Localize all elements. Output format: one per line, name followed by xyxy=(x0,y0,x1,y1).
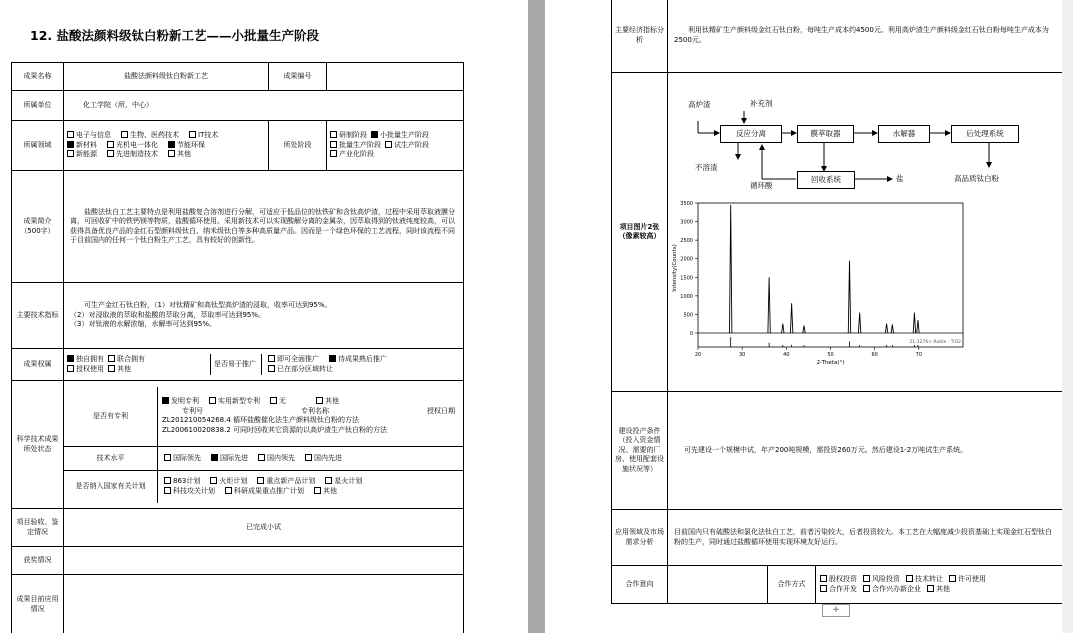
checkbox-level-3[interactable]: 国内先进 xyxy=(305,454,342,463)
checkbox-level-2[interactable]: 国内领先 xyxy=(258,454,295,463)
number-value xyxy=(327,63,464,91)
y-tick-label: 0 xyxy=(689,331,693,337)
checkbox-icon xyxy=(330,141,337,148)
unit-label: 所属单位 xyxy=(12,91,64,121)
tech-label: 主要技术指标 xyxy=(12,283,64,349)
checkbox-stage-4[interactable]: 产业化阶段 xyxy=(330,150,374,159)
plan-label: 是否纳入国家有关计划 xyxy=(64,471,158,503)
patent-row: ZL200610020838.2 可同时回收其它资源的以高炉渣生产钛白粉的方法 xyxy=(162,425,388,434)
checkbox-icon xyxy=(330,150,337,157)
checkbox-checked-icon xyxy=(211,454,218,461)
accept-value: 已完成小试 xyxy=(64,509,464,547)
checkbox-patent-2[interactable]: 无 xyxy=(270,397,286,406)
checkbox-rights-2[interactable]: 授权使用 xyxy=(67,365,104,374)
checkbox-icon xyxy=(863,585,870,592)
checkbox-icon xyxy=(257,477,264,484)
checkbox-stage-0[interactable]: 研制阶段 xyxy=(330,131,367,140)
flow-post-treatment: 后处理系统 xyxy=(951,125,1019,143)
checkbox-field-2[interactable]: IT技术 xyxy=(189,131,218,140)
checkbox-icon xyxy=(325,477,332,484)
checkbox-icon xyxy=(164,487,171,494)
checkbox-checked-icon xyxy=(371,131,378,138)
checkbox-plan-5[interactable]: 科研成果重点推广计划 xyxy=(225,487,304,496)
stage-options xyxy=(327,121,464,171)
section-heading: 12. 盐酸法颜料级钛白粉新工艺——小批量生产阶段 xyxy=(30,28,319,43)
checkbox-plan-0[interactable]: 863计划 xyxy=(164,477,200,486)
coop-label: 合作意向 xyxy=(612,566,668,604)
coop-value xyxy=(668,566,768,604)
application-label: 成果目前应用情况 xyxy=(12,575,64,633)
market-label: 应用领域及市场需求分析 xyxy=(612,510,668,566)
checkbox-icon xyxy=(164,477,171,484)
checkbox-field-8[interactable]: 其他 xyxy=(168,150,191,159)
x-axis-label: 2-Theta(°) xyxy=(816,360,845,365)
checkbox-field-7[interactable]: 先进制造技术 xyxy=(107,150,158,159)
y-tick-label: 3000 xyxy=(680,219,693,226)
plot-frame xyxy=(698,203,963,347)
checkbox-coop-6[interactable]: 其他 xyxy=(927,585,950,594)
econ-label: 主要经济指标分析 xyxy=(612,0,668,73)
checkbox-icon xyxy=(225,487,232,494)
checkbox-icon xyxy=(820,585,827,592)
checkbox-icon xyxy=(209,397,216,404)
checkbox-field-6[interactable]: 新能源 xyxy=(67,150,97,159)
flow-product: 高品质钛白粉 xyxy=(954,174,999,183)
result-table-right xyxy=(611,0,1064,604)
checkbox-stage-2[interactable]: 批量生产阶段 xyxy=(330,141,381,150)
y-axis-label: Intensity(Counts) xyxy=(672,244,678,292)
x-tick-label: 20 xyxy=(694,352,702,358)
checkbox-icon xyxy=(330,131,337,138)
patent-head: 专利号 专利名称 授权日期 xyxy=(182,406,455,415)
checkbox-icon xyxy=(949,575,956,582)
checkbox-field-0[interactable]: 电子与信息 xyxy=(67,131,111,140)
checkbox-icon xyxy=(107,150,114,157)
checkbox-coop-4[interactable]: 合作开发 xyxy=(820,585,857,594)
checkbox-patent-1[interactable]: 实用新型专利 xyxy=(209,397,260,406)
checkbox-icon xyxy=(67,365,74,372)
flow-hydrolysis: 水解器 xyxy=(878,125,930,143)
x-tick-label: 30 xyxy=(738,352,746,358)
rights-row xyxy=(64,349,464,381)
unit-value: 化工学院（所、中心） xyxy=(64,91,464,121)
flow-salt: 盐 xyxy=(896,174,904,183)
checkbox-icon xyxy=(121,131,128,138)
checkbox-transfer-2[interactable]: 已在部分区域转让 xyxy=(268,365,333,374)
checkbox-icon xyxy=(305,454,312,461)
checkbox-icon xyxy=(820,575,827,582)
checkbox-icon xyxy=(314,487,321,494)
checkbox-icon xyxy=(927,585,934,592)
checkbox-plan-6[interactable]: 其他 xyxy=(314,487,337,496)
checkbox-coop-1[interactable]: 风险投资 xyxy=(863,575,900,584)
accept-label: 项目验收、鉴定情况 xyxy=(12,509,64,547)
market-text: 目前国内只有硫酸法和氯化法钛白工艺，前者污染较大，后者投资较大。本工艺在大幅度减少投资基础上实现金红石型钛白粉的生产，同时通过盐酸循环使用实现环境友好运行。 xyxy=(668,510,1064,566)
checkbox-icon xyxy=(385,141,392,148)
x-tick-label: 70 xyxy=(915,352,923,358)
checkbox-icon xyxy=(316,397,323,404)
checkbox-patent-0[interactable]: 发明专利 xyxy=(162,397,199,406)
checkbox-level-0[interactable]: 国际领先 xyxy=(164,454,201,463)
result-table-left xyxy=(11,62,464,633)
checkbox-icon xyxy=(906,575,913,582)
checkbox-checked-icon xyxy=(329,355,336,362)
y-tick-label: 2500 xyxy=(680,238,693,245)
checkbox-icon xyxy=(268,365,275,372)
y-tick-label: 1500 xyxy=(680,275,693,282)
checkbox-field-4[interactable]: 光机电一体化 xyxy=(107,141,158,150)
checkbox-icon xyxy=(189,131,196,138)
checkbox-coop-2[interactable]: 技术转让 xyxy=(906,575,943,584)
stage-label: 所处阶段 xyxy=(269,121,327,171)
checkbox-transfer-0[interactable]: 即可全面推广 xyxy=(268,355,319,364)
application-value xyxy=(64,575,464,633)
flow-extractor: 膜萃取器 xyxy=(797,125,854,143)
y-tick-label: 3500 xyxy=(680,201,693,207)
checkbox-checked-icon xyxy=(67,141,74,148)
checkbox-rights-3[interactable]: 其他 xyxy=(108,365,131,374)
flow-residue: 不溶渣 xyxy=(695,163,718,172)
checkbox-icon xyxy=(108,365,115,372)
checkbox-icon xyxy=(67,150,74,157)
checkbox-checked-icon xyxy=(168,141,175,148)
transfer-label: 是否易于推广 xyxy=(211,354,262,375)
invest-text: 可先建设一个规模中试，年产200吨规模，需投资260万元。然后建设1-2万吨试生产系统。 xyxy=(668,392,1064,510)
field-options xyxy=(64,121,269,171)
document-page-right xyxy=(545,0,1073,633)
award-value xyxy=(64,547,464,575)
flow-recovery: 回收系统 xyxy=(797,171,855,189)
intro-label: 成果简介（500字） xyxy=(12,171,64,283)
name-label: 成果名称 xyxy=(12,63,64,91)
intro-text: 盐酸法钛白工艺主要特点是利用盐酸复合溶剂进行分解，可适应于低品位的钛铁矿和含钛高炉渣，过程中采用萃取液膜分离，可回收矿中的铁钙镁等物质，盐酸循环使用。采用新技术可以实现酸解分离的金属杂，因萃取得到的钛液纯度较高，可以获得具备优良产品的金红石型颜料级钛白、纳米级钛白等多种高质量产品。因而是一个绿色环保的工艺流程，同时该流程不同于目前国内的任何一个钛白粉生产工艺，具有较好的创新性。 xyxy=(64,171,464,283)
checkbox-checked-icon xyxy=(162,397,169,404)
x-tick-label: 60 xyxy=(871,352,878,358)
number-label: 成果编号 xyxy=(269,63,327,91)
flow-recycle-acid: 循环酸 xyxy=(750,181,773,190)
checkbox-level-1[interactable]: 国际先进 xyxy=(211,454,248,463)
pics-label: 项目图片2张（像素较高） xyxy=(612,73,668,392)
y-tick-label: 2000 xyxy=(680,256,693,263)
checkbox-icon xyxy=(258,454,265,461)
checkbox-patent-3[interactable]: 其他 xyxy=(316,397,339,406)
flow-reactor: 反应分离 xyxy=(720,125,782,143)
coop-options xyxy=(816,566,1064,604)
patent-block-label: 科学技术成果所处状态 xyxy=(12,381,64,509)
checkbox-icon xyxy=(863,575,870,582)
tech-indicators: 可生产金红石钛白粉，（1）对钛精矿和高钛型高炉渣的浸取，收率可达到95%。 （2）对浸取液的萃取和盐酸的萃取分离，萃取率可达到95%。 （3）对钛液的水解浓缩，水解率可达到95%。 xyxy=(64,283,464,349)
checkbox-plan-2[interactable]: 重点新产品计划 xyxy=(257,477,315,486)
award-label: 获奖情况 xyxy=(12,547,64,575)
level-label: 技术水平 xyxy=(64,447,158,471)
checkbox-icon xyxy=(168,150,175,157)
checkbox-rights-1[interactable]: 联合拥有 xyxy=(108,355,145,364)
invest-label: 建设投产条件（投入资金情况、需要的厂房、使用配套设施状况等） xyxy=(612,392,668,510)
checkbox-coop-3[interactable]: 许可使用 xyxy=(949,575,986,584)
checkbox-checked-icon xyxy=(67,355,74,362)
y-tick-label: 500 xyxy=(683,312,693,319)
checkbox-plan-3[interactable]: 星火计划 xyxy=(325,477,362,486)
checkbox-plan-4[interactable]: 科技攻关计划 xyxy=(164,487,215,496)
field-label: 所属领域 xyxy=(12,121,64,171)
checkbox-coop-5[interactable]: 合作兴办新企业 xyxy=(863,585,921,594)
flow-supplement: 补充剂 xyxy=(750,99,773,108)
checkbox-transfer-1[interactable]: 待成果熟后推广 xyxy=(329,355,387,364)
checkbox-icon xyxy=(164,454,171,461)
checkbox-stage-1[interactable]: 小批量生产阶段 xyxy=(371,131,429,140)
patent-question: 是否有专利 xyxy=(64,387,158,447)
y-tick-label: 1000 xyxy=(680,293,693,300)
project-pictures xyxy=(668,73,1064,392)
rights-label: 成果权属 xyxy=(12,349,64,381)
checkbox-plan-1[interactable]: 火炬计划 xyxy=(210,477,247,486)
flow-slag-input: 高炉渣 xyxy=(688,100,711,109)
checkbox-field-1[interactable]: 生物、医药技术 xyxy=(121,131,179,140)
checkbox-icon xyxy=(210,477,217,484)
reference-label: 21-1276> Rutile - TiO2 xyxy=(909,340,961,345)
checkbox-icon xyxy=(67,131,74,138)
vertical-scrollbar[interactable] xyxy=(1062,0,1073,633)
checkbox-icon xyxy=(268,355,275,362)
checkbox-rights-0[interactable]: 独自拥有 xyxy=(67,355,104,364)
checkbox-icon xyxy=(270,397,277,404)
checkbox-field-5[interactable]: 节能环保 xyxy=(168,141,205,150)
add-row-button[interactable]: + xyxy=(822,604,850,617)
x-tick-label: 50 xyxy=(827,352,834,358)
x-tick-label: 40 xyxy=(783,352,790,358)
patent-row: ZL201210054268.4 循环盐酸催化法生产颜料级钛白粉的方法 xyxy=(162,416,360,425)
checkbox-field-3[interactable]: 新材料 xyxy=(67,141,97,150)
econ-text: 利用钛精矿生产颜料级金红石钛白粉，每吨生产成本约4500元。利用高炉渣生产颜料级金红石钛白粉每吨生产成本为2500元。 xyxy=(668,0,1064,73)
document-page-left xyxy=(0,0,528,633)
checkbox-icon xyxy=(107,141,114,148)
coop-mode-label: 合作方式 xyxy=(768,566,816,604)
checkbox-coop-0[interactable]: 股权投资 xyxy=(820,575,857,584)
checkbox-stage-3[interactable]: 试生产阶段 xyxy=(385,141,429,150)
patent-block xyxy=(64,381,464,509)
name-value: 盐酸法颜料级钛白粉新工艺 xyxy=(64,63,269,91)
checkbox-icon xyxy=(108,355,115,362)
xrd-chart xyxy=(668,197,968,365)
